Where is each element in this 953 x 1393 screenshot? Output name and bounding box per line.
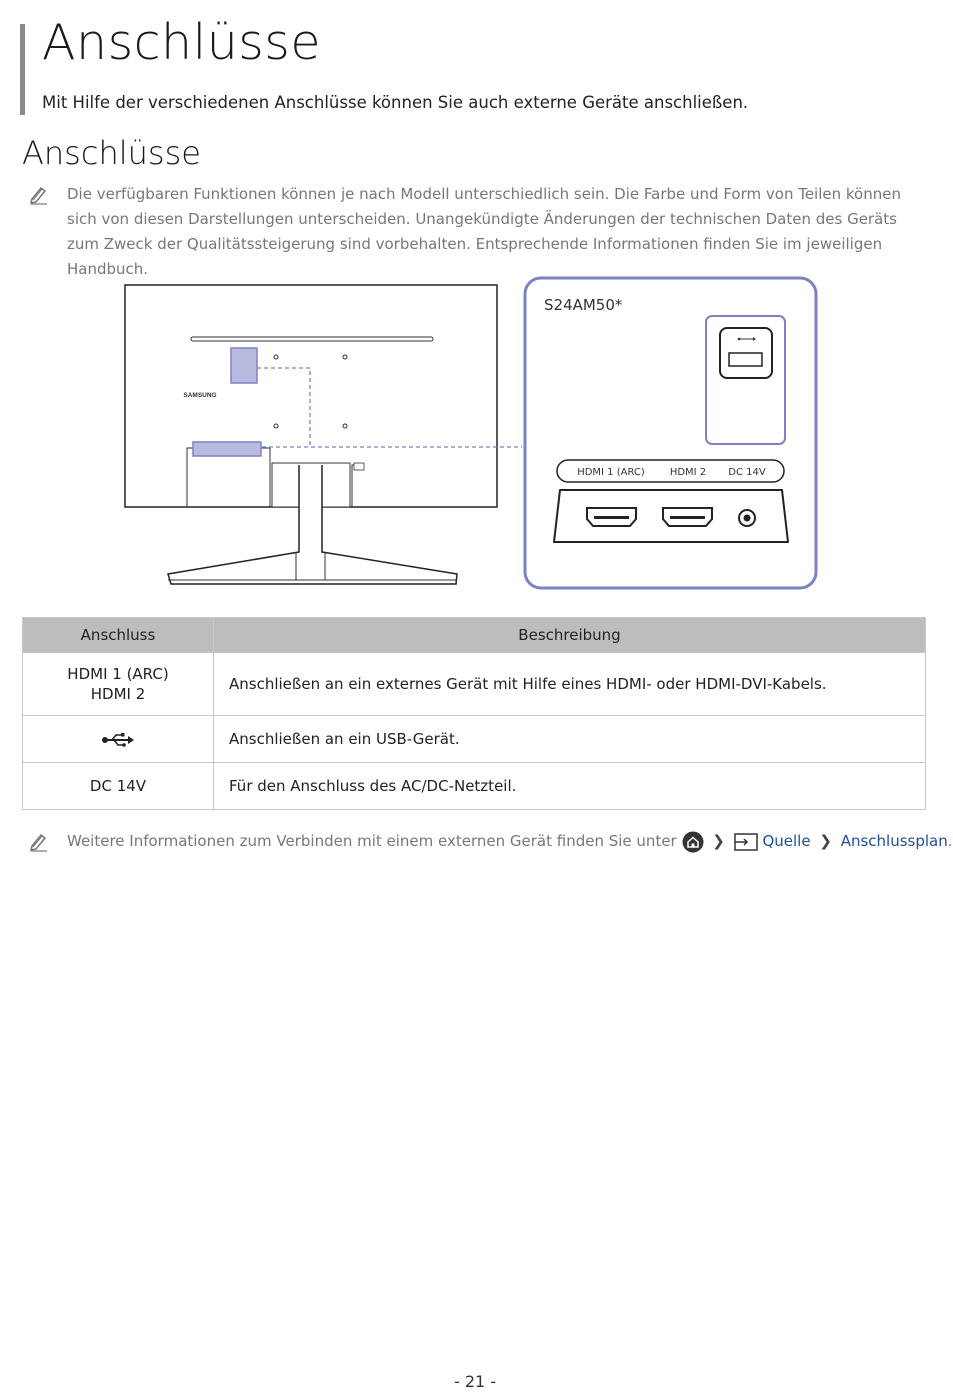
pencil-note-icon — [28, 184, 50, 206]
chevron-right-icon: ❯ — [712, 832, 725, 850]
dc-label: DC 14V — [728, 467, 766, 478]
chevron-right-icon: ❯ — [819, 832, 832, 850]
footer-note-end: . — [947, 832, 953, 850]
description-cell: Anschließen an ein USB-Gerät. — [214, 716, 926, 763]
usb-icon — [101, 733, 135, 747]
port-cell — [23, 716, 214, 763]
model-label: S24AM50* — [544, 296, 623, 314]
table-header-row — [23, 618, 926, 653]
page-title: Anschlüsse — [42, 14, 321, 71]
monitor-ports-diagram — [0, 270, 950, 600]
section-note: Die verfügbaren Funktionen können je nach Modell unterschiedlich sein. Die Farbe und Form von Teilen können sich von diesen Darstellungen unterscheiden. Unangekündigte Änderungen der technischen Daten des Geräts zum Zweck der Qualitätssteigerung sind vorbehalten. Entsprechende Informationen finden Sie im jeweiligen Handbuch. — [67, 185, 901, 278]
connection-guide-link[interactable]: Anschlussplan — [840, 832, 948, 850]
hdmi2-port — [663, 508, 712, 526]
hdmi1-port — [587, 508, 636, 526]
brand-logo: SAMSUNG — [183, 392, 217, 399]
source-link[interactable]: Quelle — [762, 832, 811, 850]
header-description: Beschreibung — [214, 618, 926, 653]
monitor-vent — [191, 337, 433, 341]
port-name: HDMI 1 (ARC) — [67, 665, 169, 683]
source-icon — [734, 833, 758, 851]
page-number: - 21 - — [453, 1372, 497, 1391]
usb-port-highlight — [231, 348, 257, 383]
port-cell — [23, 763, 214, 810]
home-icon — [682, 831, 704, 853]
usb-socket — [729, 353, 762, 366]
footer-note-text: Weitere Informationen zum Verbinden mit einem externen Gerät finden Sie unter — [67, 832, 677, 850]
header-port: Anschluss — [23, 618, 214, 653]
port-cell — [23, 653, 214, 716]
pencil-note-icon — [28, 831, 50, 853]
table-row — [23, 653, 926, 716]
table-row — [23, 716, 926, 763]
kensington-slot — [354, 463, 364, 470]
hdmi2-label: HDMI 2 — [669, 467, 707, 478]
rear-ports-highlight — [193, 442, 261, 456]
section-title: Anschlüsse — [22, 134, 201, 172]
table-row — [23, 763, 926, 810]
ports-table — [22, 617, 926, 810]
hdmi1-label: HDMI 1 (ARC) — [577, 467, 645, 478]
port-name: DC 14V — [89, 777, 147, 795]
footer-note — [67, 829, 953, 854]
description-cell: Anschließen an ein externes Gerät mit Hilfe eines HDMI- oder HDMI-DVI-Kabels. — [214, 653, 926, 716]
title-accent-bar — [20, 24, 25, 115]
description-cell: Für den Anschluss des AC/DC-Netzteil. — [214, 763, 926, 810]
port-name: HDMI 2 — [90, 685, 146, 703]
page-subtitle: Mit Hilfe der verschiedenen Anschlüsse können Sie auch externe Geräte anschließen. — [42, 93, 749, 112]
